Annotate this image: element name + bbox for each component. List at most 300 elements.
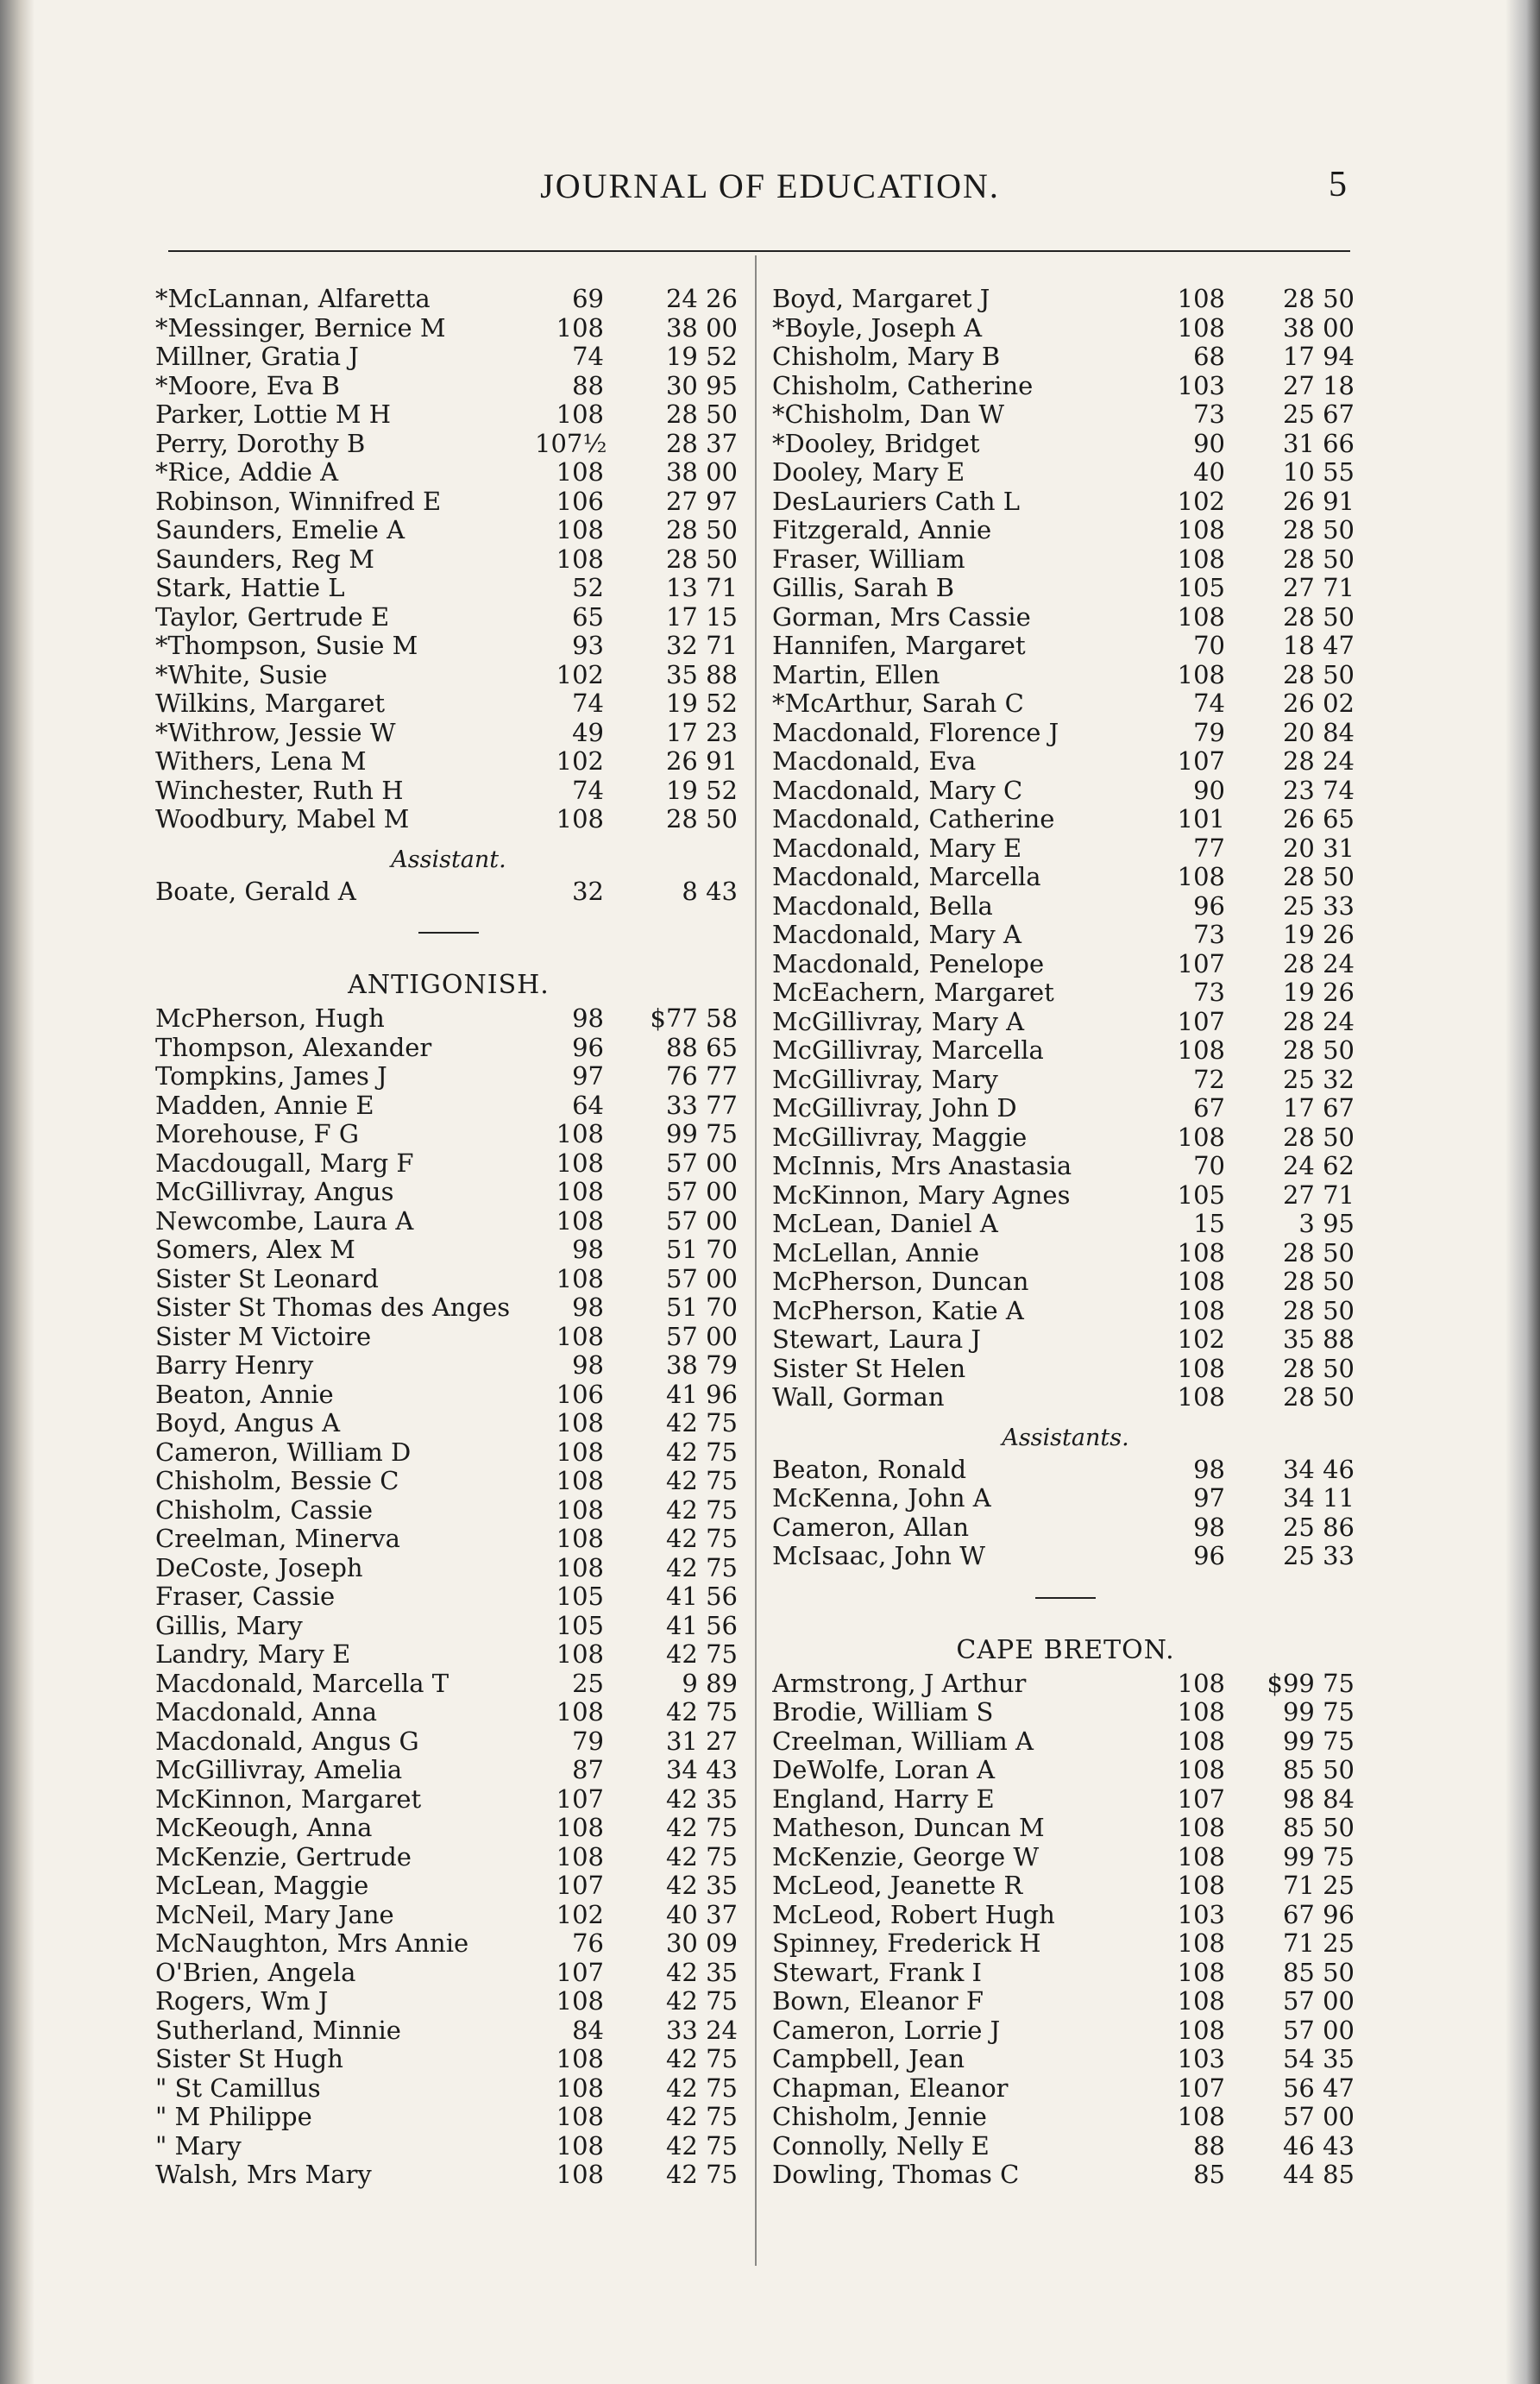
table-row xyxy=(772,661,1359,690)
teacher-name: " M Philippe xyxy=(155,2103,312,2131)
table-row xyxy=(772,372,1359,401)
table-row xyxy=(155,1959,742,1988)
days-taught: 98 xyxy=(572,1235,604,1264)
teacher-name: Sister St Leonard xyxy=(155,1264,379,1293)
days-taught: 108 xyxy=(556,1841,604,1871)
teacher-name: Cameron, William D xyxy=(155,1437,412,1467)
teacher-name: Rogers, Wm J xyxy=(155,1987,329,2016)
teacher-name: Hannifen, Margaret xyxy=(772,632,1026,660)
table-row xyxy=(155,1034,742,1063)
table-row xyxy=(155,1756,742,1785)
days-taught: 108 xyxy=(556,2073,604,2103)
table-row xyxy=(155,1409,742,1438)
column-divider xyxy=(755,255,757,2266)
grant-amount: 42 75 xyxy=(665,2130,738,2161)
grant-amount: 51 70 xyxy=(665,1293,738,1322)
teacher-name: Madden, Annie E xyxy=(155,1091,374,1120)
teacher-name: Macdonald, Florence J xyxy=(772,718,1059,747)
grant-amount: 27 18 xyxy=(1282,370,1355,400)
grant-amount: 17 94 xyxy=(1282,342,1355,371)
grant-amount: 54 35 xyxy=(1282,2044,1355,2073)
table-row xyxy=(155,343,742,372)
table-row xyxy=(155,2103,742,2132)
days-taught: 108 xyxy=(1177,1871,1225,1900)
teacher-name: Macdonald, Eva xyxy=(772,747,977,776)
teacher-name: Landry, Mary E xyxy=(155,1640,351,1669)
table-row xyxy=(772,1094,1359,1123)
teacher-name: Gillis, Mary xyxy=(155,1611,303,1640)
days-taught: 70 xyxy=(1193,1151,1225,1180)
county-heading: ANTIGONISH. xyxy=(348,970,550,1000)
grant-amount: 42 75 xyxy=(665,1494,738,1525)
grant-amount: 28 50 xyxy=(1282,1295,1355,1325)
table-row xyxy=(772,2045,1359,2074)
teacher-name: *Messinger, Bernice M xyxy=(155,313,446,343)
table-row xyxy=(155,1351,742,1381)
teacher-name: Chisholm, Catherine xyxy=(772,371,1034,400)
days-taught: 108 xyxy=(1177,1035,1225,1065)
grant-amount: 18 47 xyxy=(1282,631,1355,660)
table-row xyxy=(155,1004,742,1034)
grant-amount: 27 97 xyxy=(665,486,738,516)
teacher-name: *Thompson, Susie M xyxy=(155,632,418,660)
days-taught: 108 xyxy=(1177,1353,1225,1383)
days-taught: 79 xyxy=(572,1726,604,1756)
table-row xyxy=(772,516,1359,545)
days-taught: 65 xyxy=(572,601,604,632)
teacher-name: Stark, Hattie L xyxy=(155,574,345,602)
table-row xyxy=(772,2074,1359,2104)
grant-amount: 98 84 xyxy=(1282,1783,1355,1814)
days-taught: 72 xyxy=(1193,1064,1225,1094)
table-row xyxy=(155,719,742,748)
teacher-name: Woodbury, Mabel M xyxy=(155,805,410,833)
table-row xyxy=(772,1843,1359,1872)
grant-amount: 17 67 xyxy=(1282,1093,1355,1123)
table-row xyxy=(155,1381,742,1410)
grant-amount: 24 26 xyxy=(665,284,738,313)
days-taught: 108 xyxy=(1177,1755,1225,1784)
days-taught: 68 xyxy=(1193,342,1225,371)
grant-amount: 42 75 xyxy=(665,1697,738,1727)
teacher-name: Gillis, Sarah B xyxy=(772,574,955,602)
grant-amount: 28 24 xyxy=(1282,948,1355,978)
grant-amount: 42 75 xyxy=(665,2160,738,2189)
days-taught: 102 xyxy=(1177,486,1225,516)
days-taught: 108 xyxy=(1177,2015,1225,2045)
header-rule xyxy=(168,250,1350,252)
table-row xyxy=(772,1066,1359,1095)
days-taught: 98 xyxy=(572,1293,604,1322)
days-taught: 107 xyxy=(556,1783,604,1814)
grant-amount: 31 27 xyxy=(665,1726,738,1756)
table-row xyxy=(772,689,1359,719)
teacher-name: *Withrow, Jessie W xyxy=(155,718,396,747)
teacher-name: Bown, Eleanor F xyxy=(772,1987,984,2016)
table-row xyxy=(155,1149,742,1179)
table-row xyxy=(772,1785,1359,1815)
grant-amount: 57 00 xyxy=(1282,1986,1355,2016)
table-row xyxy=(155,1323,742,1352)
days-taught: 107 xyxy=(1177,2073,1225,2103)
teacher-name: Macdougall, Marg F xyxy=(155,1148,414,1178)
table-row xyxy=(772,430,1359,459)
table-row xyxy=(772,1484,1359,1513)
table-row xyxy=(155,1091,742,1121)
table-row xyxy=(772,1987,1359,2016)
teacher-name: Boate, Gerald A xyxy=(155,877,356,906)
days-taught: 108 xyxy=(556,312,604,343)
table-row xyxy=(155,747,742,777)
grant-amount: 25 33 xyxy=(1282,890,1355,921)
table-row xyxy=(772,1542,1359,1571)
days-taught: 108 xyxy=(556,1205,604,1236)
grant-amount: $77 58 xyxy=(650,1003,738,1033)
table-row xyxy=(155,1525,742,1554)
days-taught: 108 xyxy=(556,1697,604,1727)
days-taught: 107½ xyxy=(535,428,607,458)
days-taught: 74 xyxy=(1193,689,1225,718)
teacher-name: DeCoste, Joseph xyxy=(155,1553,363,1582)
teacher-name: Spinney, Frederick H xyxy=(772,1929,1041,1958)
section-divider xyxy=(1035,1597,1096,1599)
grant-amount: 71 25 xyxy=(1282,1871,1355,1900)
grant-amount: 33 24 xyxy=(665,2015,738,2045)
grant-amount: 28 50 xyxy=(665,515,738,544)
table-row xyxy=(772,1670,1359,1699)
days-taught: 96 xyxy=(1193,890,1225,921)
table-row xyxy=(155,400,742,430)
teacher-name: McIsaac, John W xyxy=(772,1542,985,1570)
days-taught: 108 xyxy=(556,457,604,487)
table-row xyxy=(772,1456,1359,1485)
table-row xyxy=(772,458,1359,487)
days-taught: 108 xyxy=(556,1552,604,1582)
days-taught: 108 xyxy=(1177,312,1225,343)
teacher-name: Robinson, Winnifred E xyxy=(155,487,442,516)
grant-amount: 57 00 xyxy=(1282,2015,1355,2045)
grant-amount: 42 75 xyxy=(665,1408,738,1437)
days-taught: 108 xyxy=(556,1466,604,1495)
table-row xyxy=(155,2161,742,2190)
table-row xyxy=(155,1207,742,1236)
table-row xyxy=(772,343,1359,372)
grant-amount: 28 50 xyxy=(665,544,738,574)
days-taught: 108 xyxy=(556,2044,604,2073)
grant-amount: 28 50 xyxy=(1282,659,1355,689)
table-row xyxy=(155,805,742,834)
table-row xyxy=(155,1698,742,1727)
days-taught: 108 xyxy=(1177,2102,1225,2131)
table-row xyxy=(155,1496,742,1525)
teacher-name: McKenna, John A xyxy=(772,1484,991,1513)
grant-amount: 56 47 xyxy=(1282,2073,1355,2103)
table-row xyxy=(155,285,742,314)
days-taught: 32 xyxy=(572,876,604,906)
days-taught: 97 xyxy=(1193,1483,1225,1513)
teacher-name: Somers, Alex M xyxy=(155,1236,355,1264)
days-taught: 49 xyxy=(572,717,604,747)
table-row xyxy=(155,1814,742,1843)
days-taught: 108 xyxy=(1177,1122,1225,1152)
teacher-name: Perry, Dorothy B xyxy=(155,429,366,458)
days-taught: 108 xyxy=(1177,544,1225,574)
teacher-name: Creelman, Minerva xyxy=(155,1525,400,1553)
grant-amount: 46 43 xyxy=(1282,2130,1355,2161)
teacher-name: Fraser, Cassie xyxy=(155,1582,336,1611)
teacher-name: Fitzgerald, Annie xyxy=(772,516,992,544)
grant-amount: 30 09 xyxy=(665,1928,738,1958)
grant-amount: 57 00 xyxy=(665,1148,738,1178)
days-taught: 108 xyxy=(1177,1928,1225,1958)
teacher-name: McKinnon, Margaret xyxy=(155,1784,422,1814)
days-taught: 108 xyxy=(556,2160,604,2189)
grant-amount: 25 67 xyxy=(1282,399,1355,429)
teacher-name: Macdonald, Marcella T xyxy=(155,1669,449,1698)
teacher-name: Thompson, Alexander xyxy=(155,1033,432,1062)
days-taught: 108 xyxy=(556,1408,604,1437)
grant-amount: 35 88 xyxy=(665,659,738,689)
days-taught: 108 xyxy=(1177,1267,1225,1296)
grant-amount: 42 75 xyxy=(665,1986,738,2016)
grant-amount: 28 50 xyxy=(1282,284,1355,313)
days-taught: 107 xyxy=(1177,1006,1225,1036)
table-row xyxy=(155,1929,742,1959)
table-row xyxy=(772,2103,1359,2132)
table-row xyxy=(155,458,742,487)
days-taught: 85 xyxy=(1193,2160,1225,2189)
table-row xyxy=(772,1814,1359,1843)
teacher-name: Campbell, Jean xyxy=(772,2045,965,2073)
days-taught: 107 xyxy=(1177,1783,1225,1814)
teacher-name: McKeough, Anna xyxy=(155,1814,373,1842)
days-taught: 40 xyxy=(1193,457,1225,487)
teacher-name: Sutherland, Minnie xyxy=(155,2016,401,2045)
grant-amount: $99 75 xyxy=(1267,1668,1355,1698)
table-row xyxy=(772,632,1359,661)
grant-amount: 67 96 xyxy=(1282,1899,1355,1929)
days-taught: 103 xyxy=(1177,370,1225,400)
days-taught: 105 xyxy=(556,1610,604,1640)
days-taught: 108 xyxy=(556,1437,604,1467)
grant-amount: 30 95 xyxy=(665,370,738,400)
days-taught: 15 xyxy=(1193,1209,1225,1238)
table-row xyxy=(155,574,742,603)
grant-amount: 42 75 xyxy=(665,1437,738,1467)
days-taught: 73 xyxy=(1193,978,1225,1007)
teacher-name: Millner, Gratia J xyxy=(155,343,359,371)
grant-amount: 38 79 xyxy=(665,1350,738,1380)
days-taught: 93 xyxy=(572,631,604,660)
teacher-name: McPherson, Katie A xyxy=(772,1296,1024,1325)
days-taught: 88 xyxy=(572,370,604,400)
teacher-name: McPherson, Hugh xyxy=(155,1004,385,1033)
table-row xyxy=(155,1670,742,1699)
teacher-name: McKenzie, George W xyxy=(772,1842,1040,1871)
days-taught: 108 xyxy=(1177,601,1225,632)
days-taught: 98 xyxy=(1193,1454,1225,1484)
county-heading: CAPE BRETON. xyxy=(956,1634,1175,1665)
table-row xyxy=(772,1756,1359,1785)
table-row xyxy=(155,2045,742,2074)
days-taught: 108 xyxy=(556,544,604,574)
days-taught: 108 xyxy=(1177,1957,1225,1987)
teacher-name: Walsh, Mrs Mary xyxy=(155,2161,372,2189)
grant-amount: 10 55 xyxy=(1282,457,1355,487)
grant-amount: 57 00 xyxy=(665,1321,738,1351)
grant-amount: 51 70 xyxy=(665,1235,738,1264)
teacher-name: Saunders, Emelie A xyxy=(155,516,405,544)
teacher-name: Gorman, Mrs Cassie xyxy=(772,602,1031,632)
right-column xyxy=(772,285,1359,2190)
days-taught: 67 xyxy=(1193,1093,1225,1123)
days-taught: 108 xyxy=(556,1119,604,1148)
table-row xyxy=(772,777,1359,806)
grant-amount: 42 35 xyxy=(665,1871,738,1900)
grant-amount: 34 11 xyxy=(1282,1483,1355,1513)
teacher-name: Connolly, Nelly E xyxy=(772,2131,990,2161)
teacher-name: Barry Henry xyxy=(155,1351,314,1380)
table-row xyxy=(772,2161,1359,2190)
teacher-name: McGillivray, Angus xyxy=(155,1178,394,1206)
table-row xyxy=(155,314,742,343)
days-taught: 107 xyxy=(556,1957,604,1987)
table-row xyxy=(772,574,1359,603)
teacher-name: McLeod, Robert Hugh xyxy=(772,1900,1055,1929)
grant-amount: 19 52 xyxy=(665,689,738,718)
table-row xyxy=(155,1640,742,1670)
teacher-name: Cameron, Allan xyxy=(772,1513,970,1542)
table-row xyxy=(155,1987,742,2016)
grant-amount: 76 77 xyxy=(665,1061,738,1091)
grant-amount: 28 24 xyxy=(1282,1006,1355,1036)
grant-amount: 41 96 xyxy=(665,1379,738,1409)
teacher-name: Withers, Lena M xyxy=(155,747,367,776)
days-taught: 98 xyxy=(572,1003,604,1033)
grant-amount: 41 56 xyxy=(665,1582,738,1611)
table-row xyxy=(155,487,742,517)
teacher-name: Parker, Lottie M H xyxy=(155,400,392,429)
days-taught: 108 xyxy=(556,804,604,833)
table-row xyxy=(772,2132,1359,2161)
table-row xyxy=(772,2016,1359,2046)
grant-amount: 20 84 xyxy=(1282,717,1355,747)
table-row xyxy=(772,1929,1359,1959)
days-taught: 79 xyxy=(1193,717,1225,747)
table-row xyxy=(772,1325,1359,1355)
table-row xyxy=(772,1383,1359,1412)
teacher-name: McEachern, Margaret xyxy=(772,978,1054,1007)
grant-amount: 33 77 xyxy=(665,1090,738,1120)
teacher-name: Matheson, Duncan M xyxy=(772,1814,1045,1842)
days-taught: 105 xyxy=(1177,1179,1225,1210)
teacher-name: Chisholm, Bessie C xyxy=(155,1467,399,1495)
teacher-name: Stewart, Laura J xyxy=(772,1325,981,1354)
teacher-name: McLellan, Annie xyxy=(772,1238,980,1267)
teacher-name: McLean, Daniel A xyxy=(772,1210,998,1238)
teacher-name: Boyd, Angus A xyxy=(155,1409,341,1437)
days-taught: 77 xyxy=(1193,833,1225,863)
grant-amount: 34 46 xyxy=(1282,1454,1355,1484)
table-row xyxy=(155,689,742,719)
table-row xyxy=(772,1355,1359,1384)
days-taught: 108 xyxy=(556,2102,604,2131)
left-column xyxy=(155,285,742,2190)
grant-amount: 42 75 xyxy=(665,2073,738,2103)
grant-amount: 38 00 xyxy=(665,312,738,343)
table-row xyxy=(772,1210,1359,1239)
table-row xyxy=(772,892,1359,922)
days-taught: 108 xyxy=(1177,1237,1225,1267)
teacher-name: Martin, Ellen xyxy=(772,660,940,689)
days-taught: 107 xyxy=(1177,746,1225,776)
days-taught: 108 xyxy=(1177,862,1225,891)
grant-amount: 28 50 xyxy=(1282,515,1355,544)
table-row xyxy=(772,719,1359,748)
teacher-name: Chisholm, Mary B xyxy=(772,343,1001,371)
grant-amount: 28 50 xyxy=(1282,862,1355,891)
teacher-name: Saunders, Reg M xyxy=(155,544,374,574)
table-row xyxy=(155,2074,742,2104)
table-row xyxy=(155,777,742,806)
table-row xyxy=(772,400,1359,430)
days-taught: 84 xyxy=(572,2015,604,2045)
table-row xyxy=(772,1513,1359,1543)
teacher-name: McPherson, Duncan xyxy=(772,1267,1029,1296)
grant-amount: 42 35 xyxy=(665,1783,738,1814)
teacher-name: Wall, Gorman xyxy=(772,1383,945,1412)
teacher-name: McInnis, Mrs Anastasia xyxy=(772,1152,1072,1180)
table-row xyxy=(155,1901,742,1930)
table-row xyxy=(155,1236,742,1265)
teacher-name: *Dooley, Bridget xyxy=(772,429,980,458)
table-row xyxy=(772,978,1359,1008)
table-row xyxy=(155,1265,742,1294)
table-row xyxy=(155,1843,742,1872)
grant-amount: 28 50 xyxy=(1282,1237,1355,1267)
days-taught: 108 xyxy=(1177,659,1225,689)
grant-amount: 26 65 xyxy=(1282,804,1355,833)
grant-amount: 28 50 xyxy=(1282,1122,1355,1152)
days-taught: 108 xyxy=(556,515,604,544)
grant-amount: 3 95 xyxy=(1298,1209,1355,1238)
days-taught: 108 xyxy=(556,1813,604,1842)
table-row xyxy=(772,1871,1359,1901)
teacher-name: Taylor, Gertrude E xyxy=(155,602,390,632)
table-row xyxy=(772,487,1359,517)
table-row xyxy=(772,863,1359,892)
days-taught: 102 xyxy=(556,1899,604,1929)
grant-amount: 27 71 xyxy=(1282,573,1355,602)
table-row xyxy=(772,1008,1359,1037)
teacher-name: Macdonald, Angus G xyxy=(155,1727,419,1756)
days-taught: 90 xyxy=(1193,775,1225,805)
table-row xyxy=(772,805,1359,834)
teacher-name: McKenzie, Gertrude xyxy=(155,1842,412,1871)
days-taught: 98 xyxy=(1193,1512,1225,1542)
grant-amount: 28 50 xyxy=(1282,544,1355,574)
table-row xyxy=(155,1467,742,1496)
days-taught: 96 xyxy=(1193,1541,1225,1570)
teacher-name: Dooley, Mary E xyxy=(772,458,965,487)
table-row xyxy=(155,877,742,907)
table-row xyxy=(772,603,1359,632)
teacher-name: Sister St Thomas des Anges xyxy=(155,1293,511,1322)
table-row xyxy=(155,1178,742,1207)
grant-amount: 28 37 xyxy=(665,428,738,458)
teacher-name: Winchester, Ruth H xyxy=(155,776,404,805)
grant-amount: 35 88 xyxy=(1282,1324,1355,1354)
